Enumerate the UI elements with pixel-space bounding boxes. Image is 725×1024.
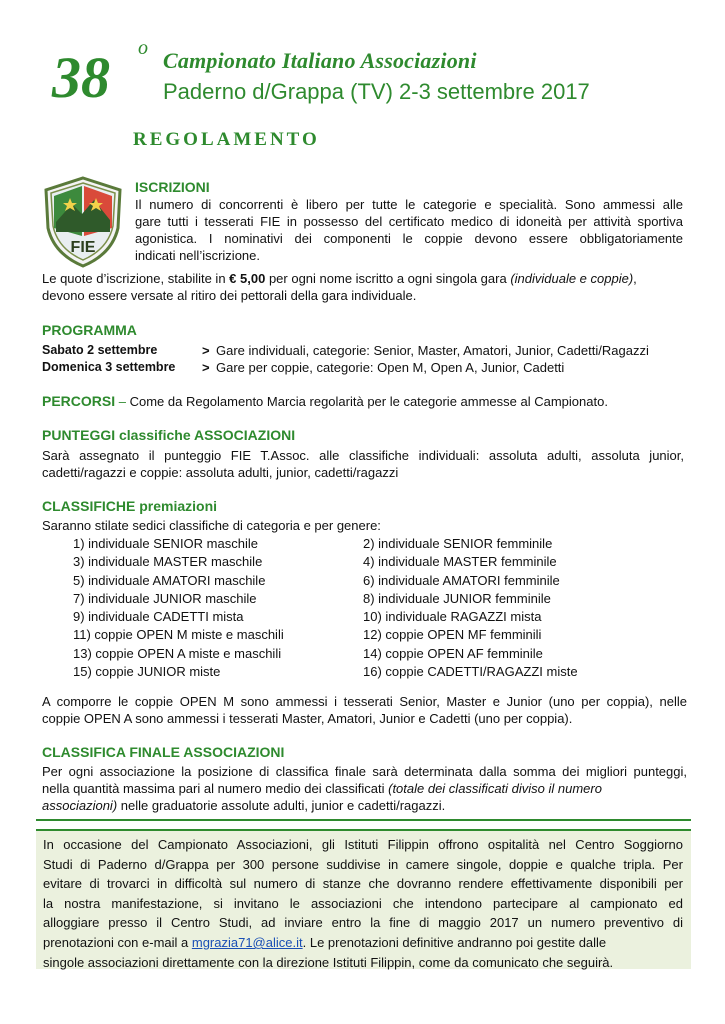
box-line: In occasione del Campionato Associazioni, gli Istituti Filippin offrono ospitalità nel Centro Soggiorno: [43, 837, 683, 852]
classifiche-note2: coppie OPEN A sono ammessi i tesserati Master, Amatori, Junior e Cadetti (uno per coppia).: [42, 711, 573, 726]
percorsi-line: [42, 392, 608, 410]
finale-line2-pre: nella quantità massima pari al numero medio dei classificati: [42, 781, 389, 796]
programma-table: [42, 342, 692, 376]
punteggi-text: [42, 447, 684, 481]
iscrizioni-text: [135, 196, 683, 264]
box-line6-pre: prenotazioni con e-mail a: [43, 934, 192, 950]
percorsi-dash: –: [115, 394, 130, 409]
finale-line1: Per ogni associazione la posizione di classifica finale sarà determinata dalla somma dei migliori punteggi,: [42, 764, 687, 779]
classifiche-note: [42, 693, 687, 727]
classifica-left: 3) individuale MASTER maschile: [73, 554, 263, 570]
classifica-left: 9) individuale CADETTI mista: [73, 609, 244, 625]
percorsi-heading: PERCORSI: [42, 393, 116, 409]
box-line: la nostra manifestazione, si invitano le associazioni che intendono partecipare al campionato ed: [43, 895, 683, 911]
regolamento-heading: REGOLAMENTO: [133, 129, 320, 150]
finale-line2-italic: (totale dei classificati diviso il numero: [388, 781, 602, 796]
quote-mid: per ogni nome iscritto a ogni singola gara: [265, 271, 511, 286]
programma-heading: PROGRAMMA: [42, 322, 137, 338]
edition-degree: o: [138, 37, 148, 59]
list-item: [73, 663, 633, 681]
classifica-right: 12) coppie OPEN MF femminili: [363, 627, 542, 643]
page-subtitle: Paderno d/Grappa (TV) 2-3 settembre 2017: [163, 79, 590, 104]
punteggi-line1: Sarà assegnato il punteggio FIE T.Assoc. alle classifiche individuali: assoluta adulti, assoluta junior,: [42, 448, 684, 463]
classifica-left: 1) individuale SENIOR maschile: [73, 536, 258, 551]
programma-arrow: >: [202, 343, 210, 358]
edition-number: 38: [52, 45, 110, 110]
programma-text: Gare per coppie, categorie: Open M, Open A, Junior, Cadetti: [216, 360, 565, 375]
box-line: singole associazioni direttamente con la direzione Istituti Filippin, come da comunicato che seguirà.: [43, 954, 614, 970]
percorsi-text: Come da Regolamento Marcia regolarità per le categorie ammesse al Campionato.: [129, 394, 608, 409]
classifiche-intro: Saranno stilate sedici classifiche di categoria e per genere:: [42, 518, 381, 533]
programma-arrow: >: [202, 360, 210, 375]
programma-row: [42, 342, 692, 359]
classifica-right: 2) individuale SENIOR femminile: [363, 536, 553, 551]
classifica-right: 4) individuale MASTER femminile: [363, 554, 557, 570]
finale-line3-italic: associazioni): [42, 798, 118, 813]
svg-text:FIE: FIE: [70, 239, 96, 256]
list-item: [73, 626, 633, 644]
list-item: [73, 553, 633, 571]
classifica-left: 13) coppie OPEN A miste e maschili: [73, 645, 282, 661]
punteggi-heading: PUNTEGGI classifiche ASSOCIAZIONI: [42, 427, 296, 443]
list-item: [73, 535, 633, 553]
finale-heading: CLASSIFICA FINALE ASSOCIAZIONI: [42, 744, 285, 760]
programma-day: Sabato 2 settembre: [42, 343, 158, 357]
iscrizioni-line: agonistica. I nominativi dei componenti le coppie devono essere obbligatoriamente: [135, 231, 683, 246]
iscrizioni-line: gare tutti i tesserati FIE in possesso del certificato medico di idoneità per attività sportiva: [135, 214, 683, 229]
box-line: alloggiare presso il Centro Studi, ad inviare entro la fine di maggio 2017 un numero preventivo di: [43, 915, 683, 931]
programma-day: Domenica 3 settembre: [42, 360, 176, 374]
classifica-right: 6) individuale AMATORI femminile: [363, 572, 560, 588]
box-line: evitare di trovarci in difficoltà sul numero di stanze che dovranno rendere effettivamente disponibili per: [43, 876, 683, 892]
classifiche-list: [73, 535, 633, 681]
classifica-right: 8) individuale JUNIOR femminile: [363, 590, 551, 606]
classifica-right: 14) coppie OPEN AF femminile: [363, 645, 543, 661]
fie-shield-logo: [42, 176, 124, 268]
quote-italic: (individuale e coppie): [510, 271, 634, 286]
page-title: Campionato Italiano Associazioni: [163, 48, 477, 73]
quote-pre: Le quote d’iscrizione, stabilite in: [42, 271, 230, 286]
list-item: [73, 645, 633, 663]
iscrizioni-line: indicati nell’iscrizione.: [135, 248, 260, 263]
list-item: [73, 608, 633, 626]
finale-line3-post: nelle graduatorie assolute adulti, junior e cadetti/ragazzi.: [117, 798, 446, 813]
box-line6-post: . Le prenotazioni definitive andranno poi gestite dalle: [302, 934, 607, 950]
programma-text: Gare individuali, categorie: Senior, Master, Amatori, Junior, Cadetti/Ragazzi: [216, 343, 649, 358]
classifica-right: 16) coppie CADETTI/RAGAZZI miste: [363, 664, 578, 680]
quote-amount: € 5,00: [229, 271, 266, 286]
list-item: [73, 572, 633, 590]
quote-post: ,: [633, 271, 637, 286]
divider: [36, 819, 691, 821]
info-box-text: [43, 835, 683, 972]
classifica-left: 11) coppie OPEN M miste e maschili: [73, 627, 284, 643]
quote-line2: devono essere versate al ritiro dei pettorali della gara individuale.: [42, 288, 417, 303]
punteggi-line2: cadetti/ragazzi e coppie: assoluta adulti, junior, cadetti/ragazzi: [42, 465, 399, 480]
programma-row: [42, 359, 692, 376]
box-line-email: [43, 933, 683, 953]
classifica-left: 15) coppie JUNIOR miste: [73, 664, 221, 680]
iscrizioni-heading: ISCRIZIONI: [135, 179, 210, 195]
box-line: Studi di Paderno d/Grappa per 300 persone suddivise in camere singole, doppie e qualche tripla. Per: [43, 856, 683, 872]
finale-text: [42, 763, 687, 814]
classifica-right: 10) individuale RAGAZZI mista: [363, 609, 542, 625]
list-item: [73, 590, 633, 608]
classifica-left: 7) individuale JUNIOR maschile: [73, 590, 257, 606]
iscrizioni-line: Il numero di concorrenti è libero per tutte le categorie e specialità. Sono ammessi alle: [135, 197, 683, 212]
quote-text: [42, 270, 684, 304]
classifica-left: 5) individuale AMATORI maschile: [73, 572, 266, 588]
email-link[interactable]: mgrazia71@alice.it: [191, 934, 303, 950]
classifiche-heading: CLASSIFICHE premiazioni: [42, 498, 218, 514]
classifiche-note1: A comporre le coppie OPEN M sono ammessi i tesserati Senior, Master e Junior (uno per coppia), nelle: [42, 694, 687, 709]
